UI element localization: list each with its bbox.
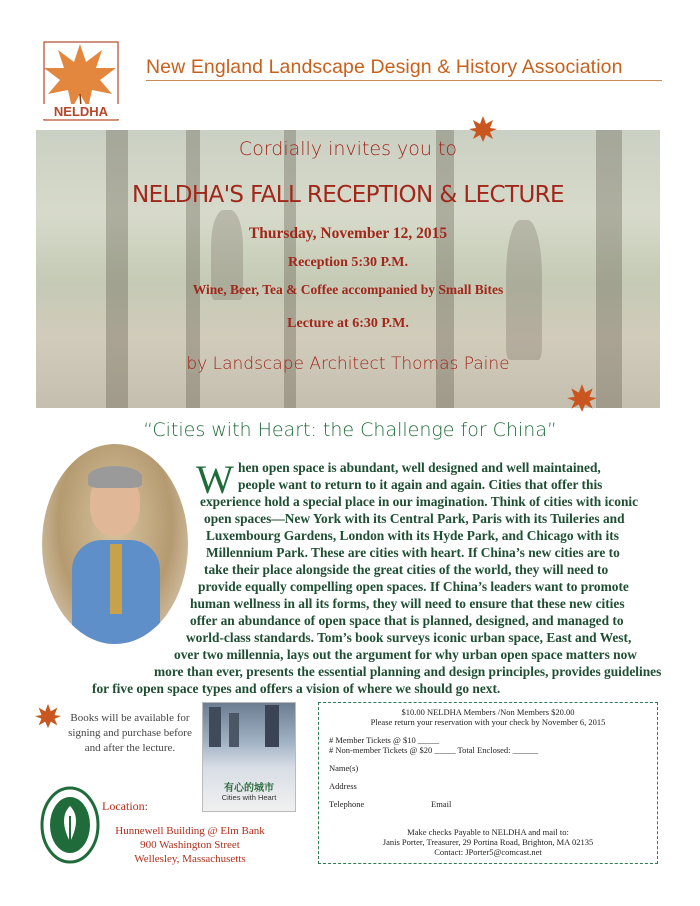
speaker-portrait (42, 444, 188, 644)
body-line: offer an abundance of open space that is planned, designed, and managed to (190, 613, 624, 628)
invite-line: Cordially invites you to (238, 138, 458, 160)
event-date: Thursday, November 12, 2015 (248, 225, 448, 242)
body-line: hen open space is abundant, well designed and well maintained, (238, 460, 601, 475)
body-line: Luxembourg Gardens, London with its Hyde Park, and Chicago with its (206, 528, 619, 543)
body-line: for five open space types and offers a vision of where we should go next. (92, 681, 501, 696)
logo-text: NELDHA (42, 104, 120, 119)
email-field-label: Email (431, 799, 452, 809)
location-city: Wellesley, Massachusetts (134, 853, 246, 865)
location-street: 900 Washington Street (140, 839, 240, 851)
member-tickets-field[interactable]: # Member Tickets @ $10 _____ (329, 735, 440, 745)
massachusetts-horticultural-seal-icon (40, 786, 100, 864)
refreshments: Wine, Beer, Tea & Coffee accompanied by Small Bites (192, 282, 504, 297)
speaker-tie (110, 544, 122, 614)
skyline-building (265, 705, 279, 747)
book-cover (202, 702, 296, 812)
organization-name: New England Landscape Design & History Association (146, 56, 623, 78)
skyline-building (209, 707, 221, 747)
body-line: human wellness in all its forms, they will need to ensure that these new cities (190, 596, 625, 611)
books-note: Books will be available for signing and purchase before and after the lecture. (68, 712, 192, 754)
ticket-prices: $10.00 NELDHA Members /Non Members $20.00 (401, 707, 575, 717)
body-line: take their place alongside the great cities of the world, they will need to (204, 562, 609, 577)
reservation-form (318, 702, 658, 864)
neldha-logo (36, 36, 124, 124)
checks-payable: Make checks Payable to NELDHA and mail to: (407, 827, 569, 837)
speaker-hair (88, 466, 142, 488)
maple-leaf-icon (566, 382, 598, 414)
lecture-title: “Cities with Heart: the Challenge for China” (143, 419, 557, 441)
body-line: people want to return to it again and again. Cities that offer this (238, 477, 603, 492)
reception-time: Reception 5:30 P.M. (287, 255, 409, 270)
speaker-line: by Landscape Architect Thomas Paine (186, 354, 510, 374)
nonmember-tickets-field[interactable]: # Non-member Tickets @ $20 _____ Total Enclosed: ______ (329, 745, 539, 755)
book-title-english: Cities with Heart (221, 793, 277, 802)
location-label: Location: (102, 799, 148, 813)
body-line: provide equally compelling open spaces. If China’s leaders want to promote (198, 579, 629, 594)
maple-leaf-icon (468, 114, 498, 144)
location-building: Hunnewell Building @ Elm Bank (115, 825, 265, 837)
body-line: world-class standards. Tom’s book surveys iconic urban space, East and West, (186, 630, 632, 645)
book-title-chinese: 有心的城市 (224, 783, 274, 794)
event-banner (36, 130, 660, 408)
return-deadline: Please return your reservation with your check by November 6, 2015 (370, 717, 606, 727)
telephone-field-label: Telephone (329, 799, 365, 809)
maple-leaf-icon (34, 702, 62, 730)
name-field-label: Name(s) (329, 763, 359, 773)
event-title: NELDHA'S FALL RECEPTION & LECTURE (132, 182, 564, 208)
drop-cap: W (196, 457, 234, 502)
body-line: experience hold a special place in our imagination. Think of cities with iconic (200, 494, 639, 509)
body-line: more than ever, presents the essential planning and design principles, provides guidelines (154, 664, 662, 679)
body-line: over two millennia, lays out the argument for why urban open space matters now (174, 647, 637, 662)
address-field-label: Address (329, 781, 357, 791)
header-rule (146, 80, 662, 81)
contact-email[interactable]: Contact: JPorter5@comcast.net (434, 847, 542, 857)
body-line: open spaces—New York with its Central Park, Paris with its Tuileries and (204, 511, 625, 526)
skyline-building (229, 713, 239, 747)
treasurer-address: Janis Porter, Treasurer, 29 Portina Road, Brighton, MA 02135 (382, 837, 594, 847)
lecture-time: Lecture at 6:30 P.M. (287, 316, 409, 331)
body-line: Millennium Park. These are cities with heart. If China’s new cities are to (206, 545, 620, 560)
